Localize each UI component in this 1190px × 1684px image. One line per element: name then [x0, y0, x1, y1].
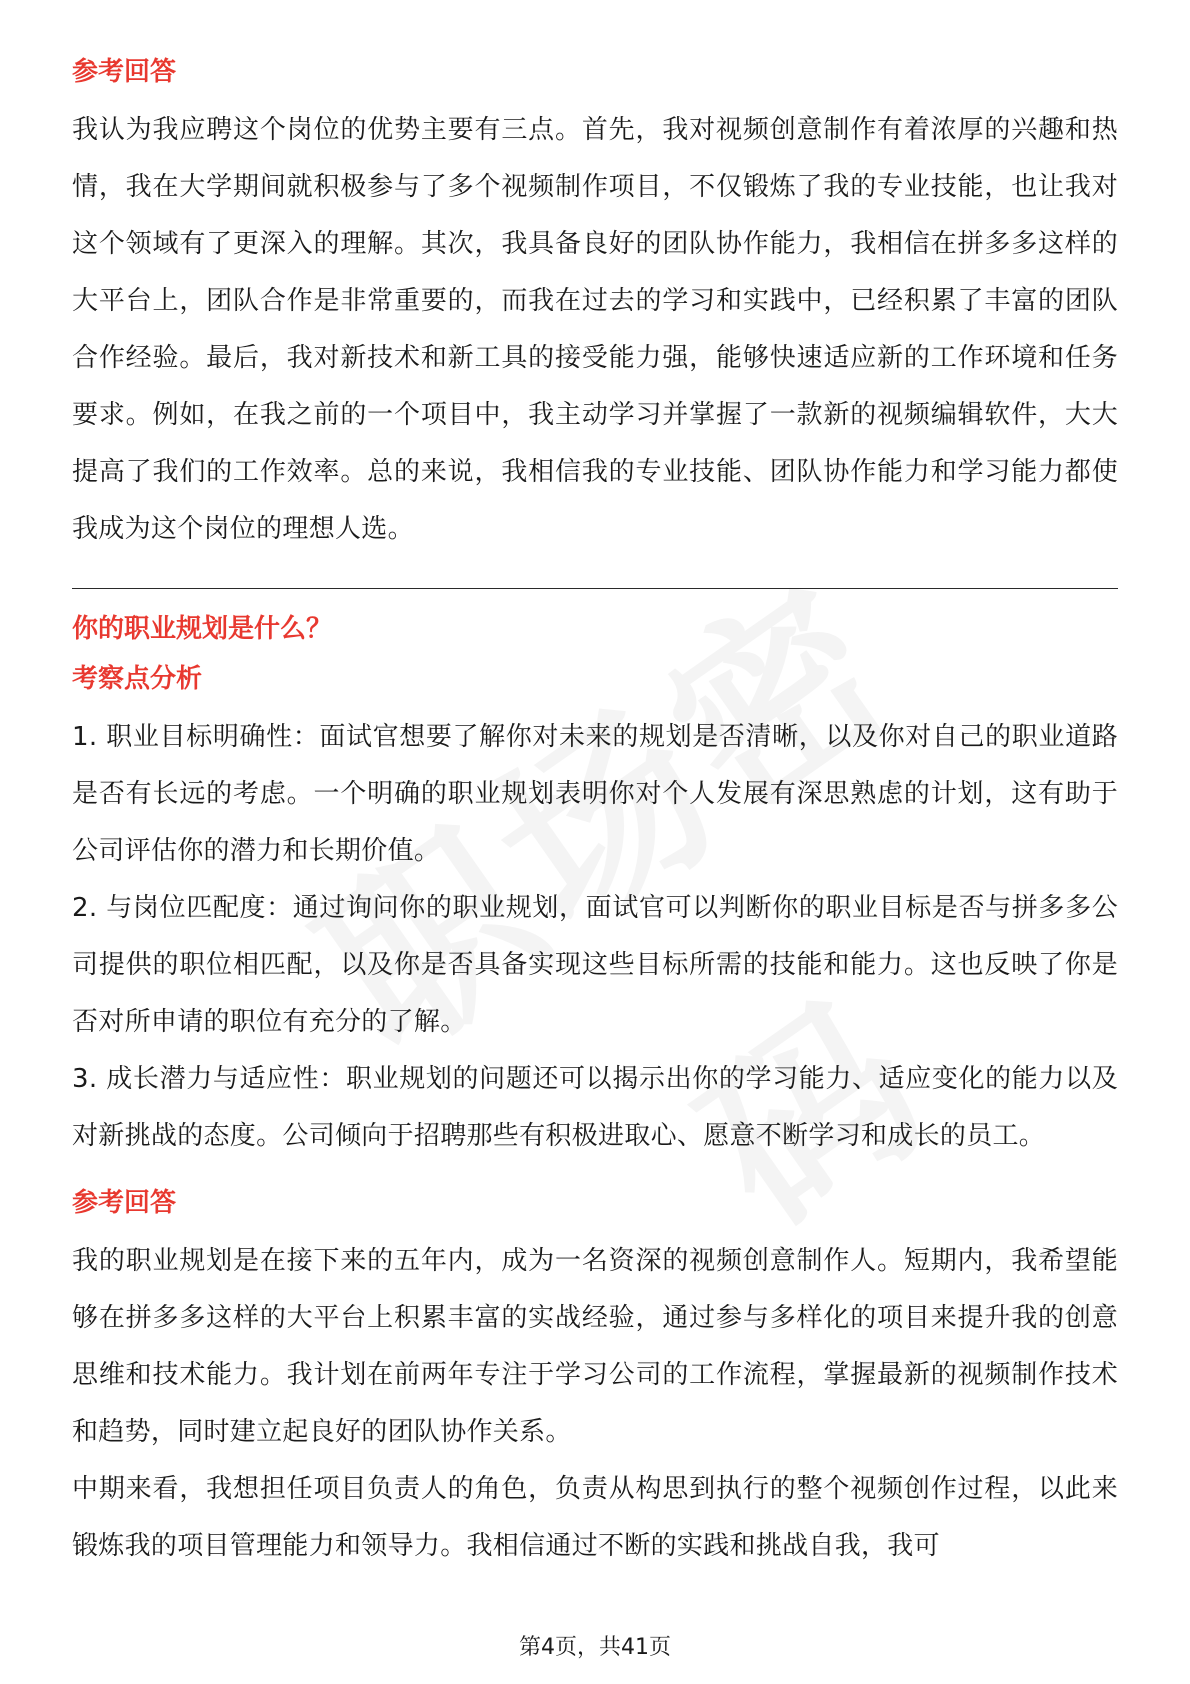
question-heading: 你的职业规划是什么？ — [72, 614, 333, 644]
page-number: 第4页，共41页 — [519, 1635, 671, 1660]
answer-paragraph-2: 中期来看，我想担任项目负责人的角色，负责从构思到执行的整个视频创作过程，以此来锻炼我的项目管理能力和领导力。我相信通过不断的实践和挑战自我，我可 — [72, 1474, 1118, 1561]
section-divider — [72, 588, 1118, 589]
analysis-item-3: 3. 成长潜力与适应性：职业规划的问题还可以揭示出你的学习能力、适应变化的能力以及对新挑战的态度。公司倾向于招聘那些有积极进取心、愿意不断学习和成长的员工。 — [72, 1064, 1118, 1151]
analysis-heading: 考察点分析 — [72, 664, 203, 694]
answer-paragraph-1: 我的职业规划是在接下来的五年内，成为一名资深的视频创意制作人。短期内，我希望能够在拼多多这样的大平台上积累丰富的实战经验，通过参与多样化的项目来提升我的创意思维和技术能力。我计划在前两年专注于学习公司的工作流程，掌握最新的视频制作技术和趋势，同时建立起良好的团队协作关系。 — [72, 1246, 1118, 1447]
analysis-item-1: 1. 职业目标明确性：面试官想要了解你对未来的规划是否清晰，以及你对自己的职业道路是否有长远的考虑。一个明确的职业规划表明你对个人发展有深思熟虑的计划，这有助于公司评估你的潜力和长期价值。 — [72, 722, 1118, 866]
analysis-item-2: 2. 与岗位匹配度：通过询问你的职业规划，面试官可以判断你的职业目标是否与拼多多公司提供的职位相匹配，以及你是否具备实现这些目标所需的技能和能力。这也反映了你是否对所申请的职位有充分的了解。 — [72, 893, 1118, 1037]
answer-heading-1: 参考回答 — [72, 57, 177, 87]
answer-text-1: 我认为我应聘这个岗位的优势主要有三点。首先，我对视频创意制作有着浓厚的兴趣和热情，我在大学期间就积极参与了多个视频制作项目，不仅锻炼了我的专业技能，也让我对这个领域有了更深入的理解。其次，我具备良好的团队协作能力，我相信在拼多多这样的大平台上，团队合作是非常重要的，而我在过去的学习和实践中，已经积累了丰富的团队合作经验。最后，我对新技术和新工具的接受能力强，能够快速适应新的工作环境和任务要求。例如，在我之前的一个项目中，我主动学习并掌握了一款新的视频编辑软件，大大提高了我们的工作效率。总的来说，我相信我的专业技能、团队协作能力和学习能力都使我成为这个岗位的理想人选。 — [72, 115, 1118, 544]
page-content — [72, 52, 1118, 1575]
answer-heading-2: 参考回答 — [72, 1188, 177, 1218]
